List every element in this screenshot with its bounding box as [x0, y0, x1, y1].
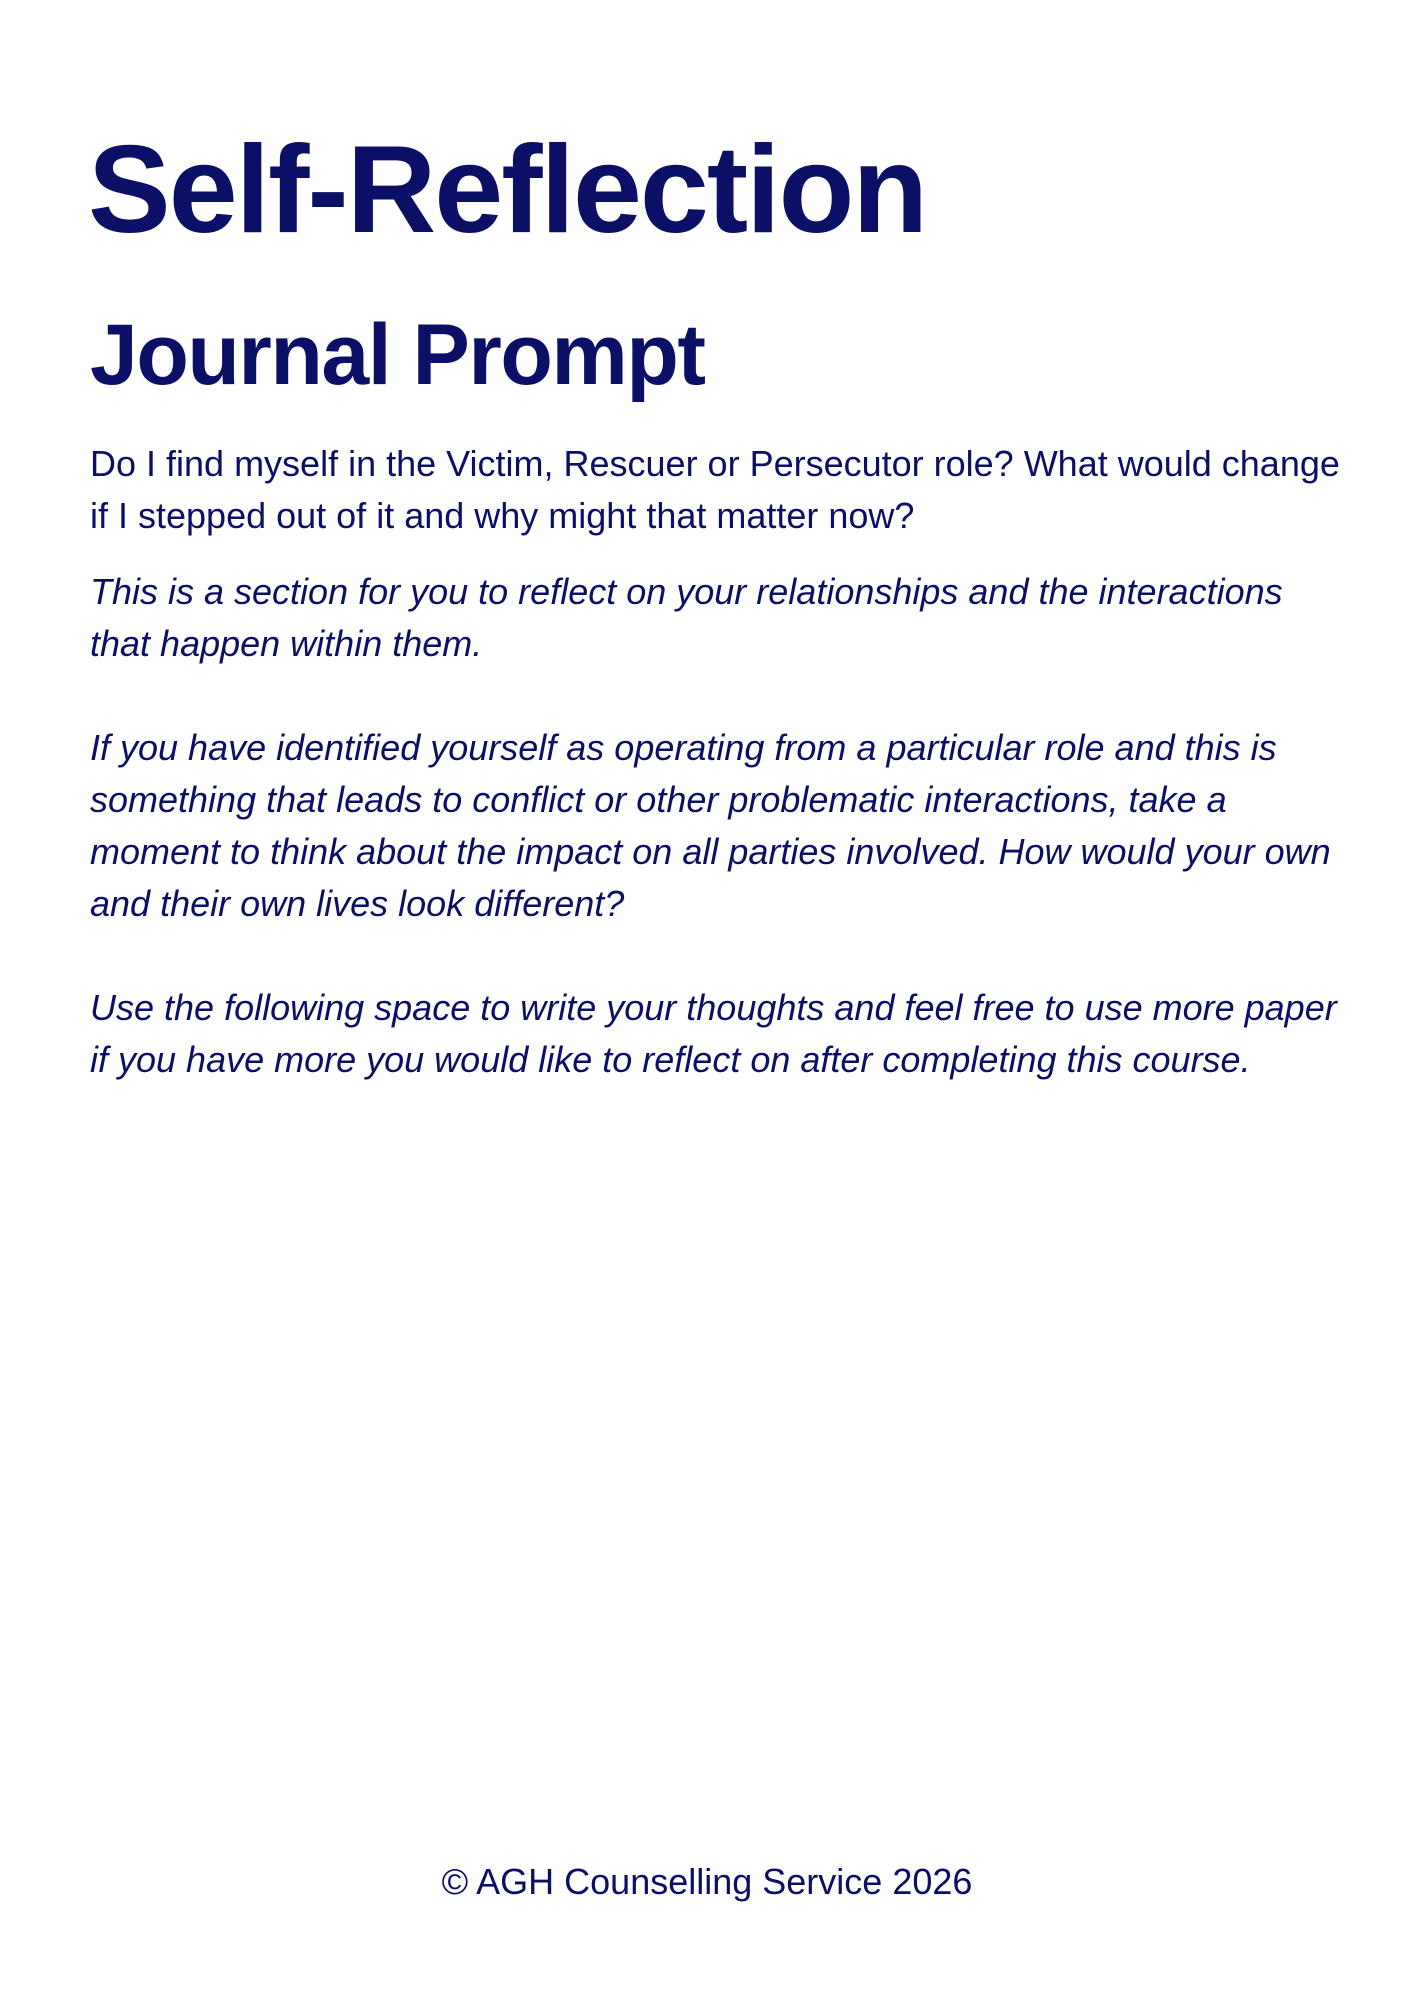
instructions-text — [90, 566, 1350, 1138]
instructions-paragraph-2: If you have identified yourself as operating from a particular role and this is something that leads to conflict or other problematic interactions, take a moment to think about the impact on all parties involved. How would your own and their own lives look different? — [90, 727, 1331, 924]
page-subtitle: Journal Prompt — [90, 307, 705, 403]
instructions-paragraph-3: Use the following space to write your thoughts and feel free to use more paper if you have more you would like to reflect on after completing this course. — [90, 987, 1337, 1080]
instructions-paragraph-1: This is a section for you to reflect on your relationships and the interactions that happen within them. — [90, 571, 1283, 664]
journal-prompt-question: Do I find myself in the Victim, Rescuer or Persecutor role? What would change if I stepped out of it and why might that matter now? — [90, 443, 1340, 536]
page-title: Self-Reflection — [88, 121, 927, 259]
copyright-footer: © AGH Counselling Service 2026 — [441, 1861, 973, 1902]
